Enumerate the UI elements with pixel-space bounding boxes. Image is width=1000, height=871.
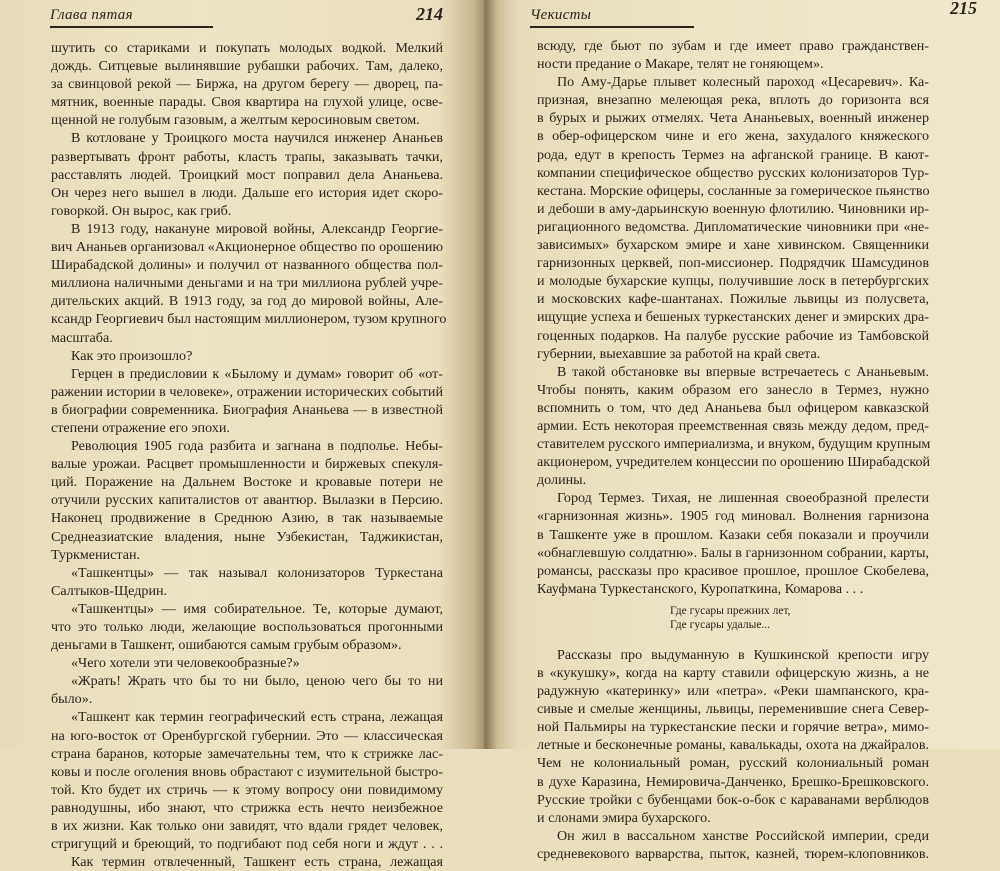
text-line: Салтыков-Щедрин. bbox=[51, 582, 168, 599]
text-line: «Жрать! Жрать что бы то ни было, ценою чего бы то ни bbox=[71, 673, 443, 690]
text-line: сивые и смелые женщины, львицы, переменившие снега Север- bbox=[537, 701, 929, 718]
text-line: губернии, выехавшие за работой на край света. bbox=[537, 345, 821, 362]
text-line: отучили русских капиталистов от авантюр. Вылазки в Персию. bbox=[51, 492, 443, 509]
text-line: в бурых и рыжих отмелях. Чета Ананьевых, военный инженер bbox=[537, 110, 929, 127]
text-line: на юго-восток от Оренбургской губернии. Это — классическая bbox=[51, 727, 443, 744]
text-line: кестана. Морские офицеры, сосланные за гомерическое пьянство bbox=[537, 182, 930, 199]
text-line: и московских кафе-шантанах. Пожилые львицы из полусвета, bbox=[537, 291, 929, 308]
header-rule bbox=[50, 26, 213, 28]
text-line: гарнизонных церквей, поп-миссионер. Подрядчик Шамсудинов bbox=[537, 255, 929, 272]
text-line: акционером, учредителем концессии по орошению Ширабадской bbox=[537, 454, 931, 471]
text-line: Город Термез. Тихая, не лишенная своеобразной прелести bbox=[557, 490, 929, 507]
verse-line: Где гусары удалые... bbox=[670, 618, 771, 631]
text-line: и дебоши в аму-дарьинскую военную флотилию. Чиновники ир- bbox=[537, 200, 929, 217]
text-line: армии. Есть некоторая преемственная связь между дедом, пред- bbox=[537, 417, 929, 434]
text-line: Ширабадской долины» и получил от названного общества пол- bbox=[51, 257, 443, 274]
text-line: в их жизни. Как только они завидят, что вдали грядет человек, bbox=[51, 818, 443, 835]
text-line: щенной не голубым газовым, а желтым керосиновым светом. bbox=[51, 112, 420, 129]
text-line: Чтобы понять, каким образом его занесло в Термез, нужно bbox=[537, 381, 929, 398]
header-rule bbox=[530, 26, 694, 28]
text-line: компании специфическое общество русских колонизаторов Тур- bbox=[537, 164, 929, 181]
text-line: масштаба. bbox=[51, 329, 113, 346]
text-line: валые урожаи. Расцвет промышленности и биржевых спекуля- bbox=[51, 456, 443, 473]
text-line: Как это произошло? bbox=[71, 347, 193, 364]
text-line: было». bbox=[51, 691, 93, 708]
text-line: расставлять людей. Троицкий мост поправил дела Ананьева. bbox=[51, 166, 443, 183]
text-line: ражении истории в человеке», отражении исторических событий bbox=[51, 383, 443, 400]
text-line: зависимых» бухарском эмире и хане хивинском. Священники bbox=[537, 237, 929, 254]
text-line: Среднеазиатские владения, ныне Узбекистан, Таджикистан, bbox=[51, 528, 443, 545]
text-line: гоценных подарков. На палубе русские рабочие из Тамбовской bbox=[537, 327, 929, 344]
text-line: призная, внезапно мелеющая река, вплоть до горизонта вся bbox=[537, 92, 929, 109]
text-line: ксандр Георгиевич был настоящим миллионером, тузом крупного bbox=[51, 311, 447, 328]
page-number: 214 bbox=[416, 4, 443, 24]
text-line: долины. bbox=[537, 472, 587, 489]
text-line: Кауфмана Туркестанского, Куропаткина, Комарова . . . bbox=[537, 580, 864, 597]
text-line: ищущие успеха и бешеных туркестанских денег и эмирских дра- bbox=[537, 309, 929, 326]
text-line: ставителем русского империализма, и внуком, будущим крупным bbox=[537, 436, 931, 453]
text-line: Революция 1905 года разбита и загнана в подполье. Небы- bbox=[71, 438, 443, 455]
text-line: миллиона наличными деньгами и на три миллиона рублей учре- bbox=[51, 275, 443, 292]
running-head: Глава пятая bbox=[50, 7, 133, 23]
text-line: в «кукушку», когда на карту ставили офицерскую жизнь, а не bbox=[537, 665, 929, 681]
text-after-verse bbox=[537, 646, 929, 863]
text-line: Наконец продвижение в Среднюю Азию, в так называемые bbox=[51, 510, 443, 527]
text-line: ригационного ведомства. Дипломатические чиновники при «не- bbox=[537, 218, 929, 235]
text-line: в духе Каразина, Немировича-Данченко, Брешко-Брешковского. bbox=[537, 773, 929, 790]
text-line: говоркой. Он вырос, как гриб. bbox=[51, 202, 232, 219]
text-before-verse bbox=[537, 37, 929, 598]
text-line: ности предание о Макаре, телят не гоняющем». bbox=[537, 56, 824, 73]
text-line: Чем не колониальный роман, русский колониальный роман bbox=[537, 755, 929, 772]
text-line: той. Кто будет их стричь — к этому вопросу они повидимому bbox=[51, 781, 443, 798]
text-line: дительских акций. В 1913 году, за год до мировой войны, Але- bbox=[51, 293, 443, 310]
text-line: вспомнить о том, что дед Ананьева был офицером кавказской bbox=[537, 399, 929, 416]
text-line: развертывать фронт работы, класть трапы, заказывать тачки, bbox=[51, 148, 443, 165]
text-line: Он через него вышел в люди. Дальше его история идет скоро- bbox=[51, 184, 443, 201]
text-line: «Ташкентцы» — имя собирательное. Те, которые думают, bbox=[71, 600, 443, 617]
text-line: в обер-офицерском чине и его жена, захудалого княжеского bbox=[537, 128, 929, 145]
text-line: в биографии современника. Биография Ананьева — в известной bbox=[51, 401, 443, 418]
running-head: Чекисты bbox=[530, 7, 592, 23]
text-line: и слонами эмира бухарского. bbox=[537, 809, 711, 826]
text-line: ковы и после оголения вновь обрастают с изумительной быстро- bbox=[51, 763, 443, 780]
text-line: степени отражение его эпохи. bbox=[51, 419, 230, 436]
text-line: «обнаглевшую солдатню». Балы в гарнизонном собрании, карты, bbox=[537, 544, 929, 561]
text-line: Он жил в вассальном ханстве Российской империи, среди bbox=[557, 827, 929, 844]
right-page-header bbox=[530, 0, 977, 26]
text-line: мятник, военные парады. Своя квартира на глухой улице, осве- bbox=[51, 94, 443, 111]
left-page-text bbox=[51, 39, 447, 871]
right-page bbox=[487, 0, 1000, 862]
text-line: «гарнизонная жизнь». 1905 год миновал. Волнения гарнизона bbox=[537, 508, 929, 525]
text-line: ной Пальмиры на туркестанские пески и горячие ветра», мимо- bbox=[537, 719, 929, 736]
text-line: и молодые бухарские купцы, получившие лоск в петербургских bbox=[537, 273, 929, 290]
text-line: Рассказы про выдуманную в Кушкинской крепости игру bbox=[557, 646, 929, 663]
text-line: дождь. Ситцевые вылинявшие рубашки рабочих. Там, далеко, bbox=[51, 58, 443, 75]
text-line: «Ташкент как термин географический есть страна, лежащая bbox=[71, 709, 443, 726]
verse-line: Где гусары прежних лет, bbox=[670, 604, 791, 617]
text-line: «Чего хотели эти человекообразные?» bbox=[71, 655, 300, 672]
text-line: летные и бесконечные романы, кавалькады, охота на джайралов. bbox=[537, 737, 929, 754]
text-line: в Ташкенте уже в прошлом. Казаки себя показали и проучили bbox=[537, 526, 929, 543]
verse-quote bbox=[670, 604, 929, 632]
text-line: В котловане у Троицкого моста научился инженер Ананьев bbox=[71, 130, 443, 147]
text-line: Герцен в предисловии к «Былому и думам» говорит об «от- bbox=[71, 365, 443, 382]
text-line: В такой обстановке вы впервые встречаетесь с Ананьевым. bbox=[557, 363, 929, 380]
text-line: По Аму-Дарье плывет колесный пароход «Цесаревич». Ка- bbox=[557, 74, 929, 91]
text-line: вич Ананьев организовал «Акционерное общество по орошению bbox=[51, 239, 443, 256]
text-line: романсы, рассказы про красивое прошлое, прошлое Скобелева, bbox=[537, 562, 929, 579]
text-line: средневекового варварства, пыток, казней, тюрем-клоповников. bbox=[537, 845, 929, 862]
text-line: Туркменистан. bbox=[51, 546, 141, 563]
text-line: деньгами в Ташкент, ошибаются самым грубым образом». bbox=[51, 637, 402, 654]
text-line: В 1913 году, накануне мировой войны, Александр Георгие- bbox=[71, 220, 443, 237]
text-line: радужную «катеринку» или «петра». «Реки шампанского, кра- bbox=[537, 683, 929, 700]
text-line: стригущий и бреющий, то подгибают под себя ноги и ждут . . . bbox=[51, 836, 443, 853]
text-line: рода, едут в крепость Термез на афганской границе. В кают- bbox=[537, 146, 929, 163]
text-line: Русские тройки с бубенцами бок-о-бок с караванами верблюдов bbox=[537, 791, 929, 808]
text-line: равнодушны, ибо знают, что стрижка есть нечто неизбежное bbox=[51, 799, 443, 816]
text-line: Как термин отвлеченный, Ташкент есть страна, лежащая bbox=[71, 854, 443, 871]
text-line: что это только люди, желающие воспользоваться прогонными bbox=[51, 619, 443, 635]
text-line: страна баранов, которые замечательны тем, что к стрижке лас- bbox=[51, 745, 443, 762]
text-line: всюду, где бьют по зубам и где имеет право гражданствен- bbox=[537, 38, 929, 54]
text-line: за свинцовой рекой — Биржа, на другом берегу — дворец, па- bbox=[51, 76, 443, 93]
text-line: ций. Поражение на Дальнем Востоке и кровавые потери не bbox=[51, 474, 443, 491]
text-line: «Ташкентцы» — так называл колонизаторов Туркестана bbox=[71, 564, 443, 581]
page-number: 215 bbox=[950, 0, 977, 18]
left-page bbox=[0, 0, 487, 871]
text-line: шутить со стариками и покупать молодых водкой. Мелкий bbox=[51, 40, 443, 56]
left-page-header bbox=[50, 4, 445, 26]
right-page-text bbox=[537, 37, 929, 863]
